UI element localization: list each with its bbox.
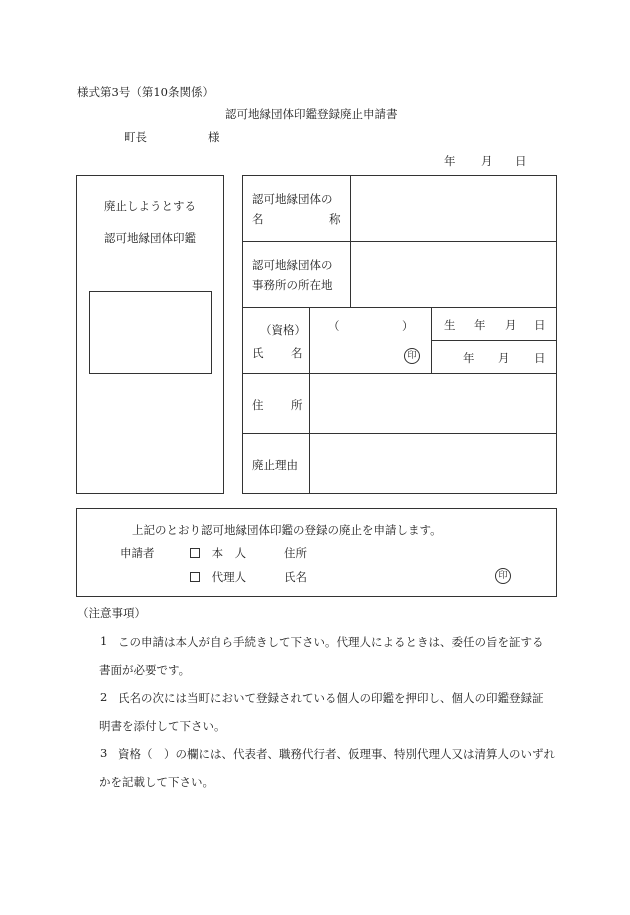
- qualification-paren-close: ）: [402, 319, 414, 333]
- org-name-field[interactable]: [352, 178, 554, 238]
- applicant-seal-icon: 印: [495, 568, 511, 584]
- addressee: 町長: [124, 130, 147, 144]
- seal-panel-line1: 廃止しようとする: [104, 199, 196, 213]
- org-name-label-2a: 名: [252, 212, 264, 226]
- agent-checkbox[interactable]: [190, 572, 200, 582]
- birth-year-label: 年: [474, 318, 486, 332]
- form-number: 様式第3号（第10条関係）: [77, 85, 214, 99]
- birth-year-label-2: 年: [463, 351, 475, 365]
- reason-label: 廃止理由: [252, 458, 298, 472]
- office-label-2: 事務所の所在地: [252, 278, 333, 292]
- honorific: 様: [208, 130, 220, 144]
- reason-field[interactable]: [313, 436, 554, 491]
- address-label-b: 所: [291, 398, 303, 412]
- option-self-label: 本 人: [211, 546, 247, 560]
- org-name-label-2b: 称: [329, 212, 341, 226]
- birth-label: 生: [444, 318, 456, 332]
- applicant-name-label: 氏名: [284, 570, 307, 584]
- self-checkbox[interactable]: [190, 548, 200, 558]
- note-1-number: 1: [100, 634, 108, 648]
- name-label-b: 名: [291, 346, 303, 360]
- note-2-line1: 氏名の次には当町において登録されている個人の印鑑を押印し、個人の印鑑登録証: [118, 691, 544, 705]
- note-1-line1: この申請は本人が自ら手続きして下さい。代理人によるときは、委任の旨を証する: [118, 635, 544, 649]
- applicant-address-label: 住所: [284, 546, 307, 560]
- date-year: 年: [444, 154, 456, 168]
- address-field[interactable]: [313, 376, 554, 430]
- note-2-number: 2: [100, 690, 108, 704]
- seal-mark-icon: 印: [404, 348, 420, 364]
- qualification-paren-open: （: [328, 319, 340, 333]
- applicant-label: 申請者: [120, 546, 155, 560]
- option-agent[interactable]: [190, 569, 246, 585]
- option-agent-label: 代理人: [211, 570, 247, 584]
- date-month: 月: [481, 154, 493, 168]
- address-label-a: 住: [252, 398, 264, 412]
- qualification-label: （資格）: [260, 323, 306, 337]
- notes-heading: （注意事項）: [77, 606, 146, 620]
- birth-day-label-2: 日: [534, 351, 546, 365]
- birth-day-label: 日: [534, 318, 546, 332]
- office-label-1: 認可地縁団体の: [252, 258, 333, 272]
- application-statement: 上記のとおり認可地縁団体印鑑の登録の廃止を申請します。: [132, 523, 442, 537]
- note-3-number: 3: [100, 746, 108, 760]
- birth-month-label: 月: [505, 318, 517, 332]
- name-label-a: 氏: [252, 346, 264, 360]
- seal-panel-line2: 認可地縁団体印鑑: [104, 231, 196, 245]
- note-1-line2: 書面が必要です。: [99, 663, 191, 677]
- birth-month-label-2: 月: [498, 351, 510, 365]
- office-address-field[interactable]: [352, 244, 554, 304]
- note-3-line1: 資格（ ）の欄には、代表者、職務代行者、仮理事、特別代理人又は清算人のいずれ: [118, 747, 555, 761]
- note-3-line2: かを記載して下さい。: [99, 775, 214, 789]
- representative-name-field[interactable]: [313, 310, 428, 370]
- note-2-line2: 明書を添付して下さい。: [99, 719, 226, 733]
- seal-impression-box[interactable]: [89, 291, 212, 374]
- date-day: 日: [515, 154, 527, 168]
- form-title: 認可地縁団体印鑑登録廃止申請書: [225, 107, 398, 121]
- option-self[interactable]: [190, 545, 246, 561]
- org-name-label-1: 認可地縁団体の: [252, 192, 333, 206]
